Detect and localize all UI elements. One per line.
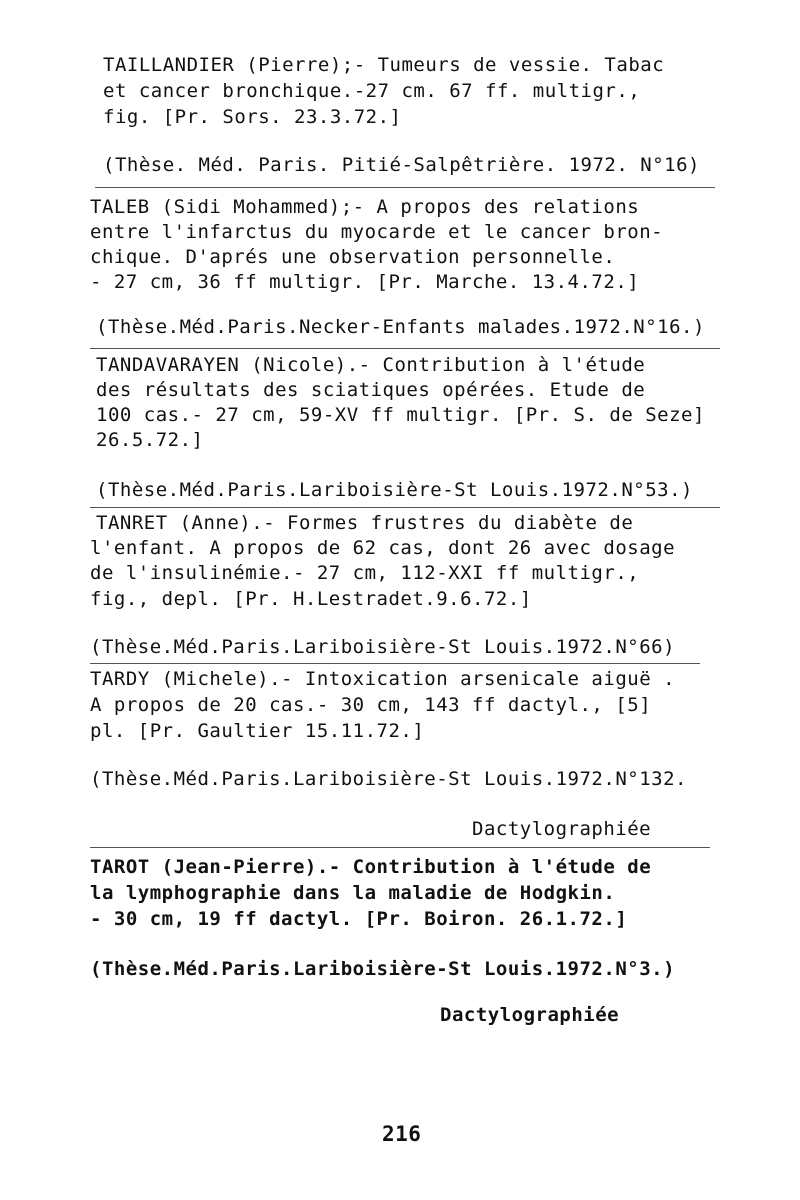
entry-2-line-3: chique. D'aprés une observation personnelle. [90,246,616,268]
entry-6-source: (Thèse.Méd.Paris.Lariboisière-St Louis.1972.N°3.) [90,958,676,980]
entry-4-line-1: TANRET (Anne).- Formes frustres du diabète de [96,512,634,534]
entry-6-line-1: TAROT (Jean-Pierre).- Contribution à l'étude de [90,856,652,878]
entry-1-line-1: TAILLANDIER (Pierre);- Tumeurs de vessie. Tabac [103,54,665,76]
entry-6-line-3: - 30 cm, 19 ff dactyl. [Pr. Boiron. 26.1.72.] [90,908,628,930]
entry-5-line-1: TARDY (Michele).- Intoxication arsenicale aiguë . [90,668,676,690]
entry-3-line-1: TANDAVARAYEN (Nicole).- Contribution à l'étude [96,354,646,376]
entry-1-line-2: et cancer bronchique.-27 cm. 67 ff. multigr., [103,80,641,102]
divider [90,507,720,508]
entry-5-line-3: pl. [Pr. Gaultier 15.11.72.] [90,720,425,742]
divider [90,847,710,848]
page-number: 216 [382,1122,422,1146]
entry-3-line-3: 100 cas.- 27 cm, 59-XV ff multigr. [Pr. S. de Seze] [96,404,705,426]
entry-1-source: (Thèse. Méd. Paris. Pitié-Salpêtrière. 1972. N°16) [103,154,700,176]
divider [90,663,700,664]
entry-4-line-2: l'enfant. A propos de 62 cas, dont 26 avec dosage [90,537,676,559]
entry-5-note: Dactylographiée [472,818,652,840]
entry-3-line-4: 26.5.72.] [96,429,204,451]
entry-2-line-2: entre l'infarctus du myocarde et le cancer bron- [90,221,664,243]
entry-3-line-2: des résultats des sciatiques opérées. Etude de [96,379,646,401]
entry-4-line-4: fig., depl. [Pr. H.Lestradet.9.6.72.] [90,588,532,610]
entry-2-line-4: - 27 cm, 36 ff multigr. [Pr. Marche. 13.4.72.] [90,271,640,293]
entry-3-source: (Thèse.Méd.Paris.Lariboisière-St Louis.1972.N°53.) [96,479,693,501]
entry-4-source: (Thèse.Méd.Paris.Lariboisière-St Louis.1972.N°66) [90,636,676,658]
divider [90,348,720,349]
entry-6-line-2: la lymphographie dans la maladie de Hodgkin. [90,882,616,904]
entry-5-source: (Thèse.Méd.Paris.Lariboisière-St Louis.1972.N°132. [90,768,687,790]
entry-2-source: (Thèse.Méd.Paris.Necker-Enfants malades.1972.N°16.) [96,316,705,338]
divider [95,187,715,188]
entry-4-line-3: de l'insulinémie.- 27 cm, 112-XXI ff multigr., [90,562,640,584]
entry-6-note: Dactylographiée [440,1004,620,1026]
entry-1-line-3: fig. [Pr. Sors. 23.3.72.] [103,106,402,128]
entry-5-line-2: A propos de 20 cas.- 30 cm, 143 ff dactyl., [5] [90,694,652,716]
entry-2-line-1: TALEB (Sidi Mohammed);- A propos des relations [90,196,640,218]
